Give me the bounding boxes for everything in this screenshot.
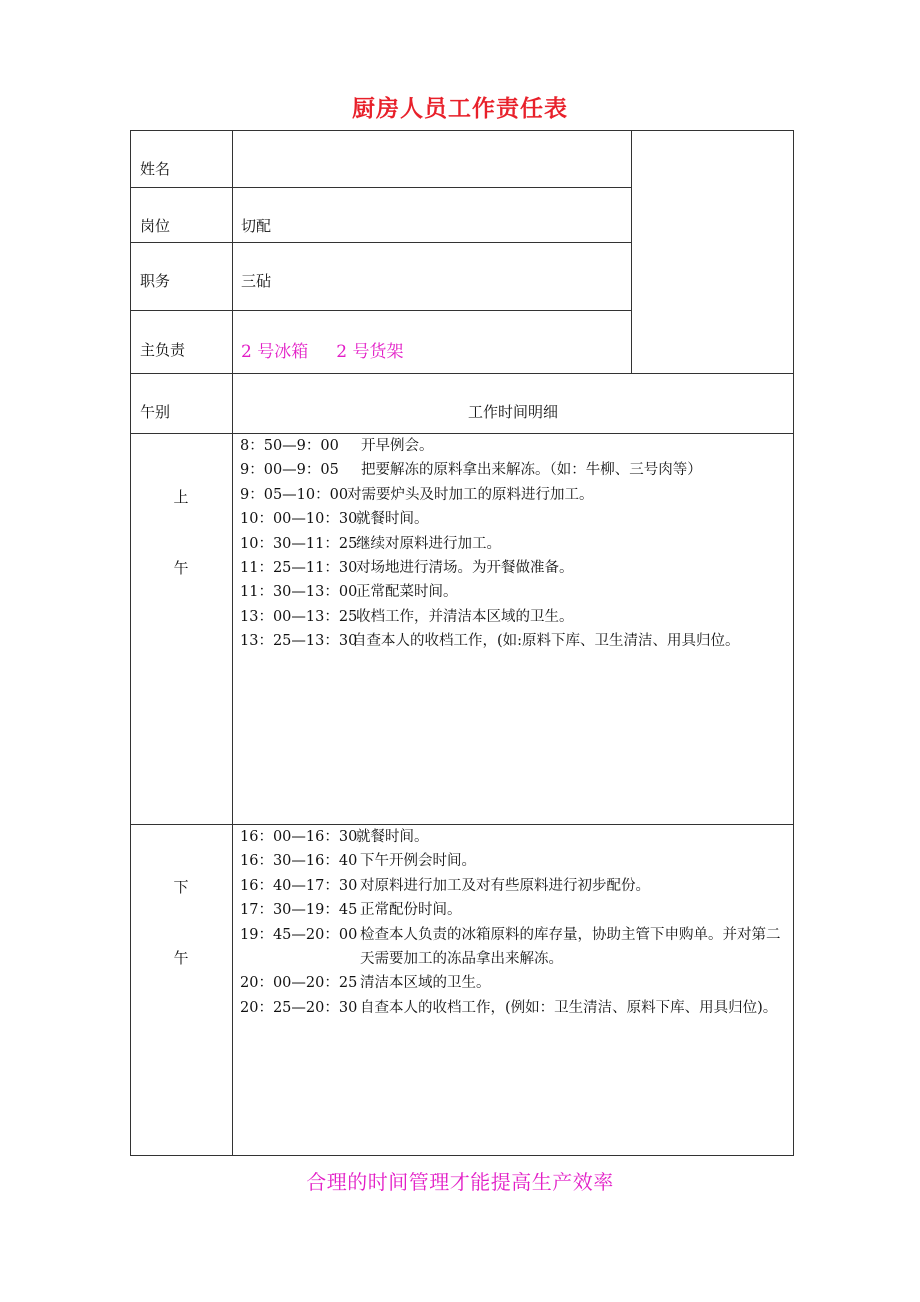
schedule-entry bbox=[240, 996, 792, 1020]
schedule-time: 13：00—13：25 bbox=[240, 608, 358, 625]
position-value: 切配 bbox=[241, 217, 272, 235]
responsibility-item: 2 号冰箱 bbox=[241, 342, 309, 362]
grid-line bbox=[232, 130, 233, 1156]
schedule-entry bbox=[240, 483, 792, 507]
schedule-entry bbox=[240, 825, 792, 849]
schedule-task: 正常配份时间。 bbox=[360, 902, 462, 919]
schedule-time: 20：25—20：30 bbox=[240, 999, 358, 1016]
schedule-entry bbox=[240, 458, 792, 482]
schedule-entry bbox=[240, 849, 792, 873]
afternoon-label-bottom: 午 bbox=[173, 949, 189, 967]
grid-line bbox=[130, 130, 794, 131]
grid-line bbox=[130, 242, 632, 243]
schedule-entry bbox=[240, 580, 792, 604]
document-title: 厨房人员工作责任表 bbox=[352, 95, 568, 122]
schedule-entry bbox=[240, 507, 792, 531]
schedule-time: 17：30—19：45 bbox=[240, 902, 358, 919]
footer-slogan: 合理的时间管理才能提高生产效率 bbox=[306, 1170, 614, 1194]
morning-label-top: 上 bbox=[173, 488, 189, 506]
schedule-task: 把要解冻的原料拿出来解冻。（如：牛柳、三号肉等） bbox=[361, 462, 702, 479]
schedule-time: 8：50—9：00 bbox=[240, 438, 339, 454]
schedule-time: 11：30—13：00 bbox=[240, 584, 358, 601]
schedule-task: 下午开例会时间。 bbox=[360, 853, 476, 870]
schedule-entry bbox=[240, 629, 792, 653]
schedule-task: 收档工作，并清洁本区域的卫生。 bbox=[356, 608, 574, 625]
schedule-task: 对需要炉头及时加工的原料进行加工。 bbox=[347, 486, 594, 503]
schedule-time: 11：25—11：30 bbox=[240, 560, 358, 577]
schedule-entry bbox=[240, 556, 792, 580]
schedule-time: 10：30—11：25 bbox=[240, 535, 358, 552]
period-header: 午别 bbox=[140, 403, 171, 421]
grid-line bbox=[130, 373, 794, 374]
morning-schedule bbox=[240, 434, 792, 654]
grid-line bbox=[130, 187, 632, 188]
schedule-time: 16：30—16：40 bbox=[240, 853, 358, 870]
schedule-time: 16：40—17：30 bbox=[240, 877, 358, 894]
afternoon-label-top: 下 bbox=[173, 878, 189, 896]
schedule-time: 9：05—10：00 bbox=[240, 486, 349, 503]
schedule-entry bbox=[240, 923, 792, 972]
grid-line bbox=[793, 130, 794, 1156]
grid-line bbox=[130, 130, 131, 1156]
schedule-time: 16：00—16：30 bbox=[240, 829, 358, 845]
responsibility-item: 2 号货架 bbox=[336, 342, 404, 362]
schedule-task: 对原料进行加工及对有些原料进行初步配份。 bbox=[360, 877, 650, 894]
schedule-time: 13：25—13：30 bbox=[240, 633, 358, 650]
grid-line bbox=[130, 1155, 794, 1156]
schedule-entry bbox=[240, 874, 792, 898]
schedule-entry bbox=[240, 898, 792, 922]
afternoon-schedule bbox=[240, 825, 792, 1020]
schedule-entry bbox=[240, 971, 792, 995]
schedule-entry bbox=[240, 434, 792, 458]
grid-line bbox=[130, 310, 632, 311]
detail-header: 工作时间明细 bbox=[467, 403, 558, 421]
duty-value: 三砧 bbox=[241, 272, 272, 290]
schedule-task: 就餐时间。 bbox=[356, 511, 429, 528]
morning-label-bottom: 午 bbox=[173, 559, 189, 577]
schedule-task: 就餐时间。 bbox=[356, 829, 429, 845]
schedule-task: 继续对原料进行加工。 bbox=[356, 535, 501, 552]
schedule-task: 对场地进行清场。为开餐做准备。 bbox=[356, 560, 574, 577]
schedule-task: 自查本人的收档工作，(如:原料下库、卫生清洁、用具归位。 bbox=[352, 633, 740, 650]
grid-line bbox=[631, 130, 632, 374]
schedule-entry bbox=[240, 532, 792, 556]
schedule-time: 20：00—20：25 bbox=[240, 975, 358, 992]
schedule-time: 19：45—20：00 bbox=[240, 926, 358, 943]
responsibility-label: 主负责 bbox=[140, 341, 186, 359]
schedule-task: 清洁本区域的卫生。 bbox=[360, 975, 491, 992]
duty-label: 职务 bbox=[140, 272, 171, 290]
responsibility-value bbox=[241, 337, 403, 362]
schedule-time: 10：00—10：30 bbox=[240, 511, 358, 528]
schedule-task: 自查本人的收档工作，(例如：卫生清洁、原料下库、用具归位)。 bbox=[360, 999, 778, 1016]
schedule-task: 正常配菜时间。 bbox=[356, 584, 458, 601]
name-label: 姓名 bbox=[140, 160, 171, 178]
schedule-time: 9：00—9：05 bbox=[240, 462, 339, 479]
schedule-task: 开早例会。 bbox=[361, 438, 434, 454]
schedule-entry bbox=[240, 605, 792, 629]
schedule-task: 检查本人负责的冰箱原料的库存量，协助主管下申购单。并对第二天需要加工的冻品拿出来解冻。 bbox=[360, 926, 781, 968]
position-label: 岗位 bbox=[140, 217, 171, 235]
